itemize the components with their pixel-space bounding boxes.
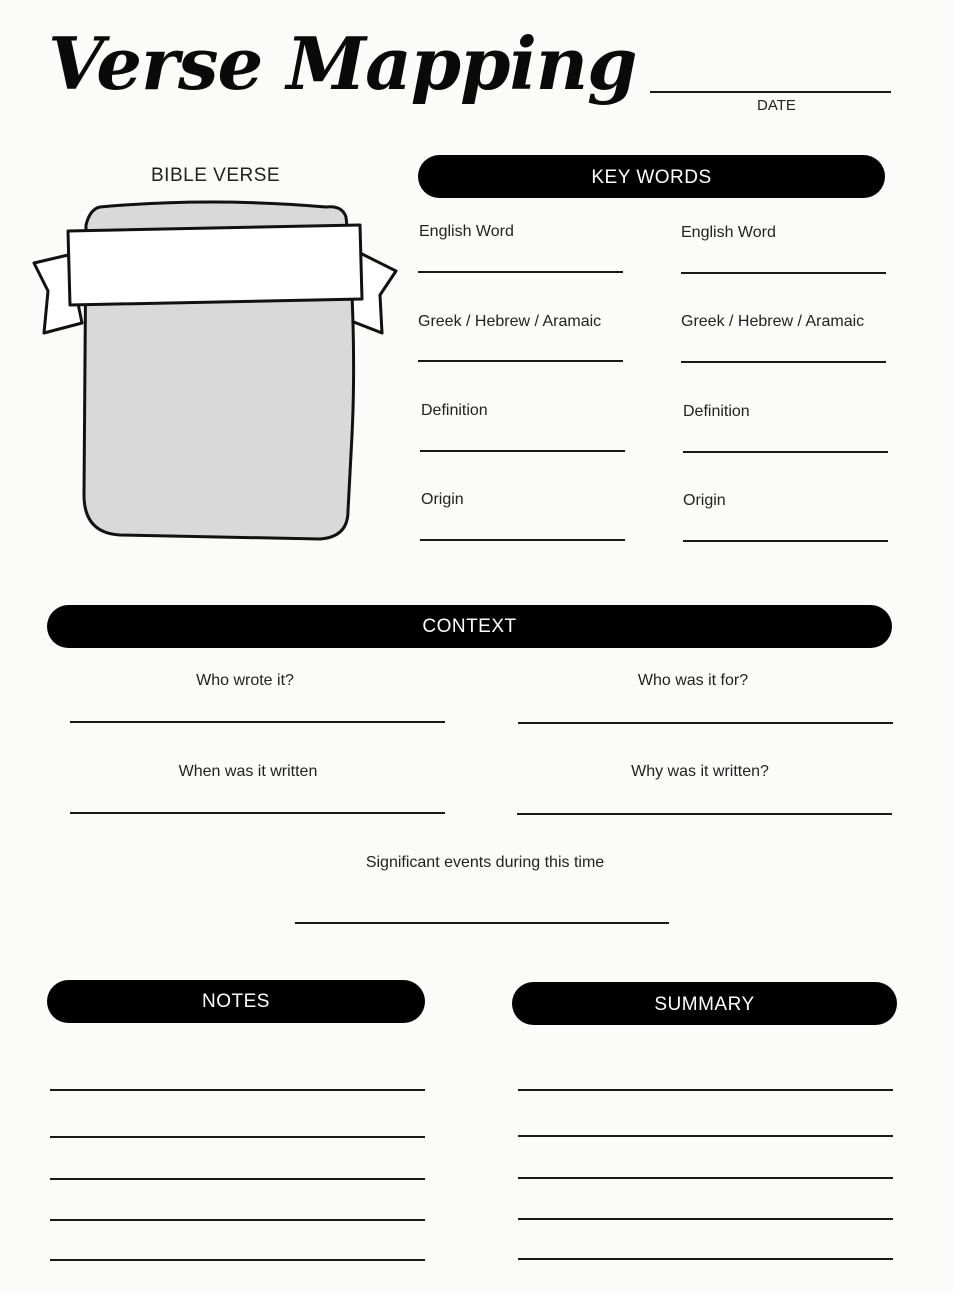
definition-line-left[interactable] [420,450,625,452]
original-word-label-left: Greek / Hebrew / Aramaic [418,313,602,330]
english-word-label-left: English Word [419,223,514,240]
summary-line[interactable] [518,1089,893,1091]
when-written-label: When was it written [178,763,318,780]
origin-label-left: Origin [421,491,464,508]
why-written-label: Why was it written? [631,763,769,780]
original-word-line-right[interactable] [681,361,886,363]
significant-events-label: Significant events during this time [365,854,605,871]
who-for-line[interactable] [518,722,893,724]
summary-line[interactable] [518,1177,893,1179]
jar-illustration [30,195,410,555]
notes-line[interactable] [50,1219,425,1221]
who-wrote-label: Who wrote it? [196,672,294,689]
date-label: DATE [757,97,796,114]
origin-line-right[interactable] [683,540,888,542]
notes-header: NOTES [47,980,425,1023]
english-word-line-left[interactable] [418,271,623,273]
notes-line[interactable] [50,1259,425,1261]
context-header: CONTEXT [47,605,892,648]
bible-verse-label: BIBLE VERSE [151,165,281,186]
date-line[interactable] [650,91,891,93]
definition-label-left: Definition [421,402,488,419]
notes-line[interactable] [50,1178,425,1180]
original-word-line-left[interactable] [418,360,623,362]
summary-line[interactable] [518,1135,893,1137]
notes-line[interactable] [50,1089,425,1091]
significant-events-line[interactable] [295,922,669,924]
when-written-line[interactable] [70,812,445,814]
why-written-line[interactable] [517,813,892,815]
who-for-label: Who was it for? [637,672,749,689]
ribbon-band [68,225,362,305]
english-word-label-right: English Word [681,224,776,241]
original-word-label-right: Greek / Hebrew / Aramaic [681,313,865,330]
summary-line[interactable] [518,1218,893,1220]
who-wrote-line[interactable] [70,721,445,723]
key-words-header: KEY WORDS [418,155,885,198]
notes-line[interactable] [50,1136,425,1138]
definition-line-right[interactable] [683,451,888,453]
definition-label-right: Definition [683,403,750,420]
origin-label-right: Origin [683,492,726,509]
summary-header: SUMMARY [512,982,897,1025]
page-title: Verse Mapping [48,21,637,106]
origin-line-left[interactable] [420,539,625,541]
english-word-line-right[interactable] [681,272,886,274]
summary-line[interactable] [518,1258,893,1260]
